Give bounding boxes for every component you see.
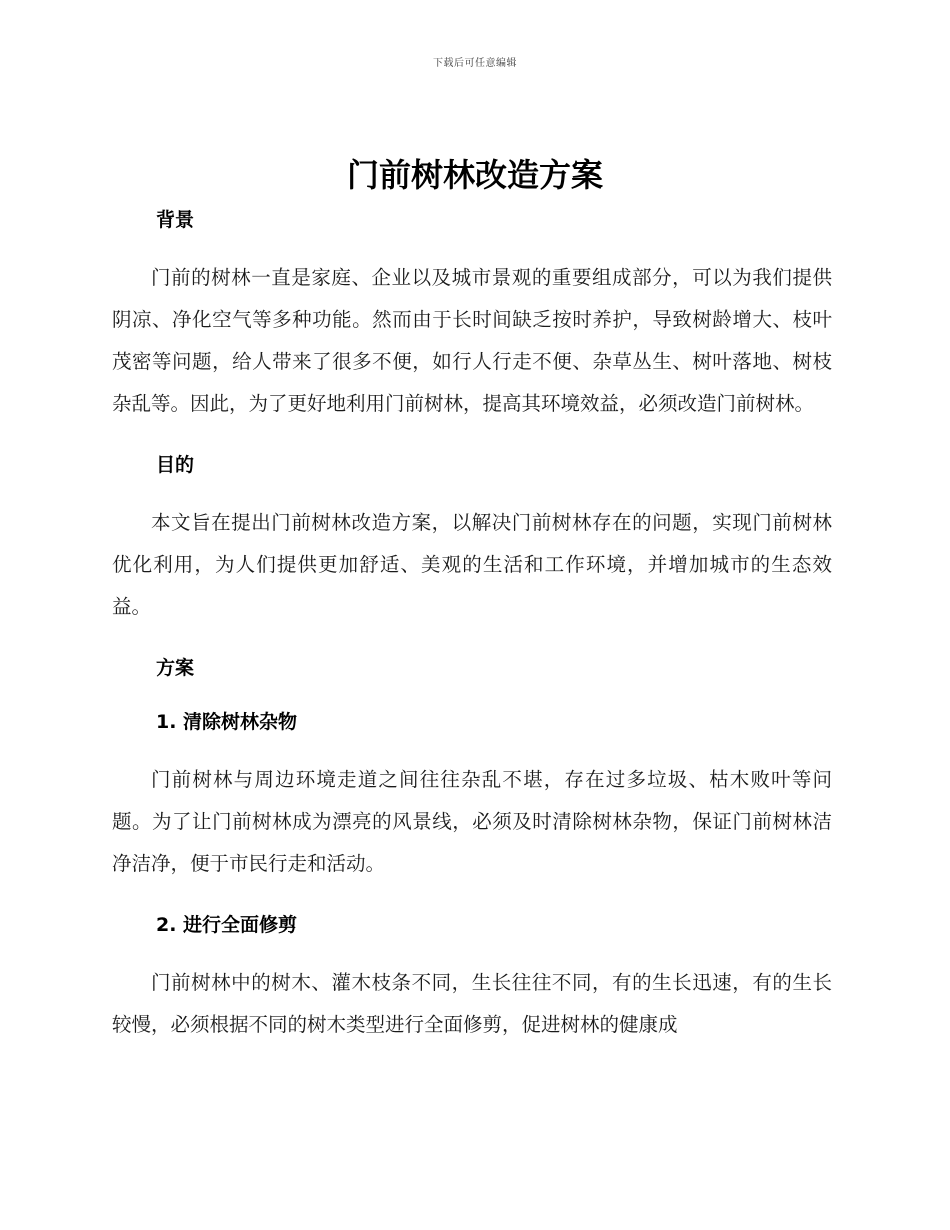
header-note: 下载后可任意编辑 bbox=[433, 58, 517, 69]
plan-item-heading-1: 1. 清除树林杂物 bbox=[156, 711, 298, 733]
section-paragraph-background: 门前的树林一直是家庭、企业以及城市景观的重要组成部分，可以为我们提供阴凉、净化空气等多种功能。然而由于长时间缺乏按时养护，导致树龄增大、枝叶茂密等问题，给人带来了很多不便，如行人行走不便、杂草丛生、树叶落地、树枝杂乱等。因此，为了更好地利用门前树林，提高其环境效益，必须改造门前树林。 bbox=[112, 266, 832, 415]
section-heading-background: 背景 bbox=[156, 209, 195, 231]
plan-item-heading-2: 2. 进行全面修剪 bbox=[156, 914, 298, 936]
document-title: 门前树林改造方案 bbox=[346, 156, 603, 194]
plan-item-paragraph-1: 门前树林与周边环境走道之间往往杂乱不堪，存在过多垃圾、枯木败叶等问题。为了让门前树林成为漂亮的风景线，必须及时清除树林杂物，保证门前树林洁净洁净，便于市民行走和活动。 bbox=[112, 768, 832, 875]
section-heading-purpose: 目的 bbox=[156, 454, 195, 476]
document-body bbox=[112, 205, 832, 1046]
plan-item-paragraph-2: 门前树林中的树木、灌木枝条不同，生长往往不同，有的生长迅速，有的生长较慢，必须根据不同的树木类型进行全面修剪，促进树林的健康成 bbox=[112, 971, 832, 1036]
section-heading-plan: 方案 bbox=[156, 657, 195, 679]
section-paragraph-purpose: 本文旨在提出门前树林改造方案，以解决门前树林存在的问题，实现门前树林优化利用，为人们提供更加舒适、美观的生活和工作环境，并增加城市的生态效益。 bbox=[112, 511, 832, 618]
